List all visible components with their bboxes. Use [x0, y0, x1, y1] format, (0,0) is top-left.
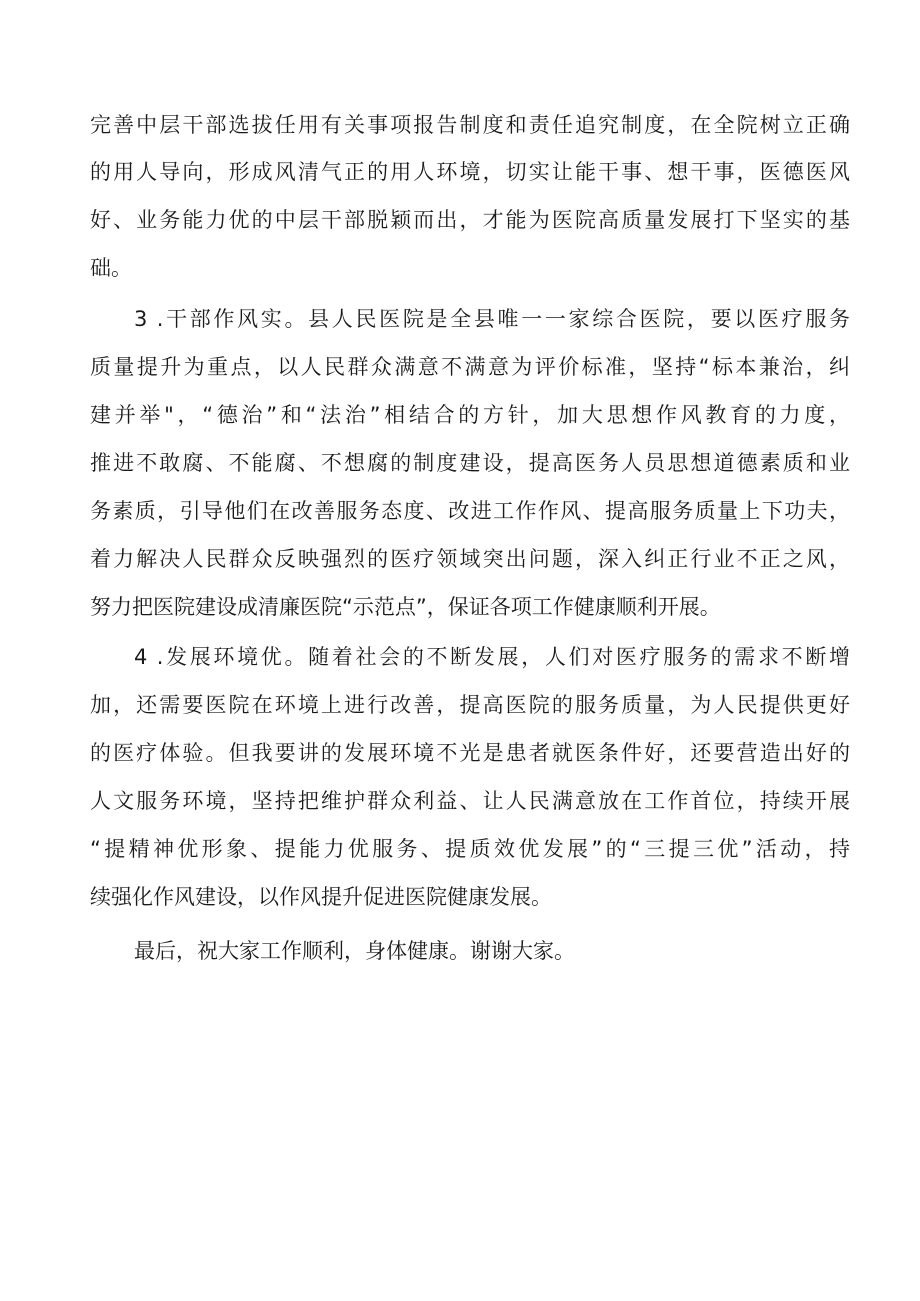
- paragraph-line: 加，还需要医院在环境上进行改善，提高医院的服务质量，为人民提供更好: [90, 693, 850, 717]
- paragraph-line: 的用人导向，形成风清气正的用人环境，切实让能干事、想干事，医德医风: [90, 160, 850, 184]
- paragraph-line: 务素质，引导他们在改善服务态度、改进工作作风、提高服务质量上下功夫，: [90, 499, 850, 523]
- paragraph-line: 好、业务能力优的中层干部脱颖而出，才能为医院高质量发展打下坚实的基: [90, 208, 850, 232]
- paragraph-line: “提精神优形象、提能力优服务、提质效优发展”的“三提三优”活动，持: [90, 837, 850, 861]
- paragraph-line: 的医疗体验。但我要讲的发展环境不光是患者就医条件好，还要营造出好的: [90, 741, 850, 765]
- section-4-line: 4 .发展环境优。随着社会的不断发展，人们对医疗服务的需求不断增: [134, 645, 850, 669]
- paragraph-line: 建并举"，“德治”和“法治”相结合的方针，加大思想作风教育的力度，: [90, 403, 850, 427]
- paragraph-line: 着力解决人民群众反映强烈的医疗领域突出问题，深入纠正行业不正之风，: [90, 547, 850, 571]
- paragraph-line: 努力把医院建设成清廉医院“示范点”，保证各项工作健康顺利开展。: [90, 595, 721, 619]
- paragraph-line: 础。: [90, 256, 132, 280]
- section-3-line: 3 .干部作风实。县人民医院是全县唯一一家综合医院，要以医疗服务: [134, 307, 850, 331]
- paragraph-line: 人文服务环境，坚持把维护群众利益、让人民满意放在工作首位，持续开展: [90, 789, 850, 813]
- paragraph-line: 续强化作风建设，以作风提升促进医院健康发展。: [90, 885, 552, 909]
- paragraph-line: 质量提升为重点，以人民群众满意不满意为评价标准，坚持“标本兼治，纠: [90, 355, 850, 379]
- paragraph-line: 推进不敢腐、不能腐、不想腐的制度建设，提高医务人员思想道德素质和业: [90, 451, 850, 475]
- closing-line: 最后，祝大家工作顺利，身体健康。谢谢大家。: [134, 939, 575, 963]
- paragraph-line: 完善中层干部选拔任用有关事项报告制度和责任追究制度，在全院树立正确: [90, 113, 850, 137]
